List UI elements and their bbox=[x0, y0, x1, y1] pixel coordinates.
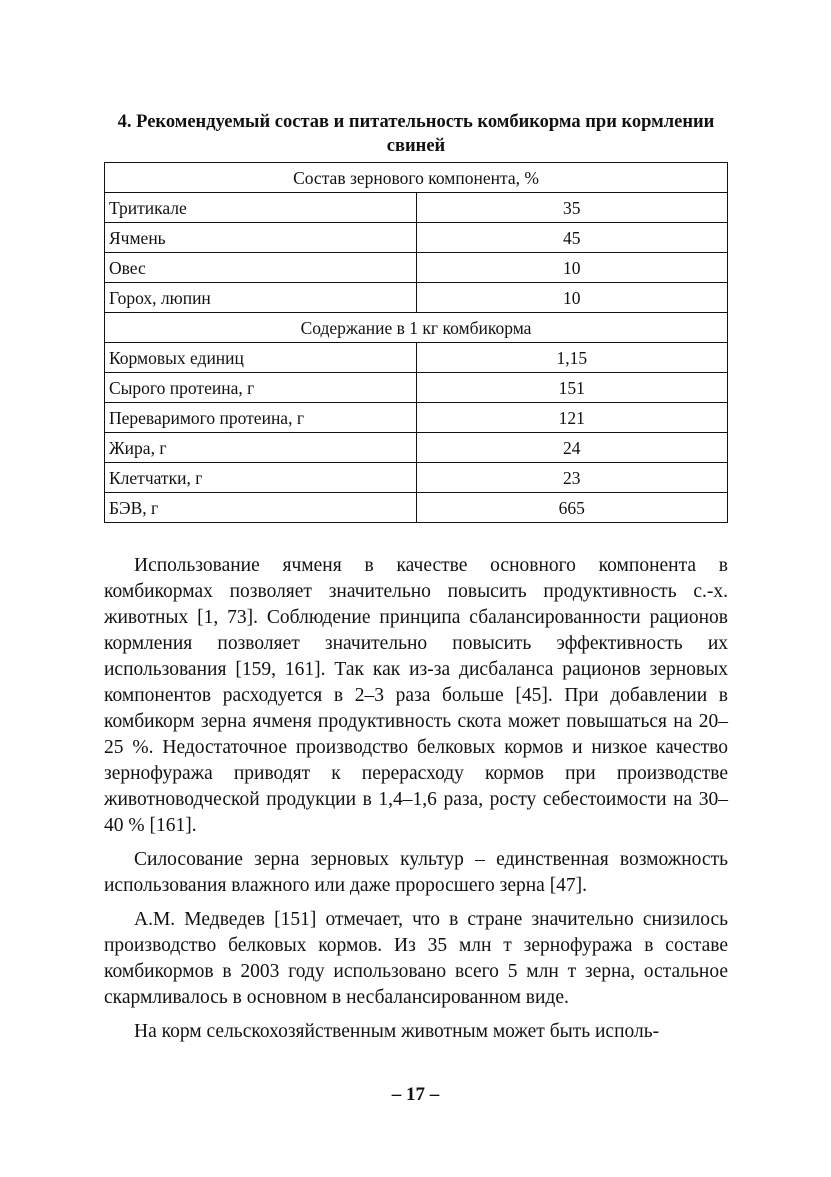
table-row bbox=[105, 253, 728, 283]
table-row bbox=[105, 433, 728, 463]
paragraph: На корм сельскохозяйственным животным может быть исполь- bbox=[134, 1021, 660, 1042]
table-section-header: Содержание в 1 кг комбикорма bbox=[105, 313, 728, 343]
table-cell-value: 45 bbox=[416, 223, 728, 253]
table-body bbox=[105, 163, 728, 523]
table-cell-value: 24 bbox=[416, 433, 728, 463]
table-section-header-row bbox=[105, 313, 728, 343]
table-row bbox=[105, 373, 728, 403]
table-cell-value: 10 bbox=[416, 283, 728, 313]
table-cell-label: Кормовых единиц bbox=[105, 343, 417, 373]
table-row bbox=[105, 493, 728, 523]
table-row bbox=[105, 193, 728, 223]
table-cell-label: Жира, г bbox=[105, 433, 417, 463]
table-cell-value: 151 bbox=[416, 373, 728, 403]
table-row bbox=[105, 343, 728, 373]
table-cell-value: 121 bbox=[416, 403, 728, 433]
table-cell-label: Переваримого протеина, г bbox=[105, 403, 417, 433]
table-cell-label: Клетчатки, г bbox=[105, 463, 417, 493]
table-section-header-row bbox=[105, 163, 728, 193]
table-cell-label: Сырого протеина, г bbox=[105, 373, 417, 403]
table-cell-value: 665 bbox=[416, 493, 728, 523]
table-row bbox=[105, 283, 728, 313]
table-cell-label: Ячмень bbox=[105, 223, 417, 253]
table-cell-value: 1,15 bbox=[416, 343, 728, 373]
paragraph: Использование ячменя в качестве основного компонента в комбикормах позволяет значительно повысить продуктивность с.-х. животных [1, 73]. Соблюдение принципа сбалансированности рационов кормления позволяет значительно повысить эффективность их использования [159, 161]. Так как из-за дисбаланса рационов зерновых компонентов расходуется в 2–3 раза больше [45]. При добавлении в комбикорм зерна ячменя продуктивность скота может повышаться на 20–25 %. Недостаточное производство белковых кормов и низкое качество зернофуража приводят к перерасходу кормов при производстве животноводческой продукции в 1,4–1,6 раза, росту себестоимости на 30–40 % [161]. bbox=[104, 555, 728, 836]
table-cell-label: БЭВ, г bbox=[105, 493, 417, 523]
table-section-header: Состав зернового компонента, % bbox=[105, 163, 728, 193]
table-cell-value: 35 bbox=[416, 193, 728, 223]
table-cell-value: 23 bbox=[416, 463, 728, 493]
page-content bbox=[104, 110, 728, 1045]
body-text bbox=[104, 553, 728, 1045]
table-caption: 4. Рекомендуемый состав и питательность комбикорма при кормлении свиней bbox=[117, 112, 715, 156]
table-row bbox=[105, 403, 728, 433]
table-cell-label: Тритикале bbox=[105, 193, 417, 223]
table-row bbox=[105, 223, 728, 253]
page-number: – 17 – bbox=[391, 1084, 440, 1105]
table-cell-label: Горох, люпин bbox=[105, 283, 417, 313]
paragraph: А.М. Медведев [151] отмечает, что в стране значительно снизилось производство белковых кормов. Из 35 млн т зернофуража в составе комбикормов в 2003 году использовано всего 5 млн т зерна, остальное скармливалось в основном в несбалансированном виде. bbox=[104, 909, 728, 1008]
table-row bbox=[105, 463, 728, 493]
table-cell-label: Овес bbox=[105, 253, 417, 283]
feed-composition-table bbox=[104, 162, 728, 523]
table-cell-value: 10 bbox=[416, 253, 728, 283]
paragraph: Силосование зерна зерновых культур – единственная возможность использования влажного или даже проросшего зерна [47]. bbox=[104, 849, 728, 896]
